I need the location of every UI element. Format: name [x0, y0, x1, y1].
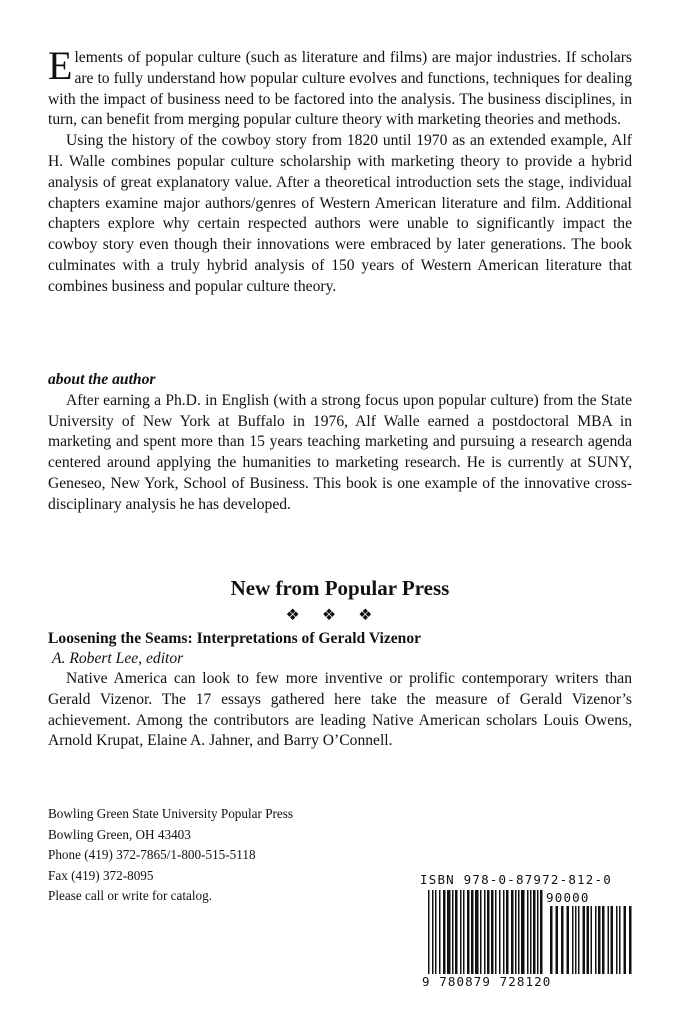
barcode-bar [611, 906, 614, 974]
barcode-bar [435, 890, 437, 974]
featured-book [48, 629, 632, 752]
barcode-bar [550, 906, 553, 974]
barcode-bar [495, 890, 497, 974]
barcode-bar [561, 906, 564, 974]
barcode-bar [515, 890, 517, 974]
barcode-bar [537, 890, 539, 974]
about-author-text: After earning a Ph.D. in English (with a strong focus upon popular culture) from the State University of New York at Buffalo in 1976, Alf Walle earned a postdoctoral MBA in marketing and spent more than 15 years teaching marketing and pursuing a research agenda centered around applying the humanities to marketing research. He is currently at SUNY, Geneseo, New York, School of Business. This book is one example of the innovative cross-disciplinary analysis he has developed. [48, 391, 632, 513]
featured-book-editor: A. Robert Lee, editor [52, 650, 184, 667]
barcode-bar [616, 906, 618, 974]
publisher-note: Please call or write for catalog. [48, 888, 213, 904]
about-author-heading: about the author [48, 371, 156, 388]
barcode-bar [629, 906, 632, 974]
barcode-bar [487, 890, 490, 974]
barcode-bar [521, 890, 525, 974]
barcode-bar [499, 890, 501, 974]
publisher-phone: Phone (419) 372-7865/1-800-515-5118 [48, 847, 256, 863]
description [48, 43, 632, 298]
isbn-label: ISBN 978-0-87972-812-0 [420, 872, 612, 887]
barcode-bar [595, 906, 597, 974]
barcode-bar [518, 890, 520, 974]
barcode-bar [578, 906, 580, 974]
about-author [48, 370, 632, 516]
description-paragraph-1 [48, 43, 632, 131]
barcode-bar [587, 906, 590, 974]
barcode-digits: 9 780879 728120 [422, 974, 552, 989]
barcode-bar [447, 890, 451, 974]
publisher-address: Bowling Green, OH 43403 [48, 826, 191, 842]
featured-book-title: Loosening the Seams: Interpretations of Gerald Vizenor [48, 630, 422, 647]
barcode-bar [428, 890, 430, 974]
isbn-barcode [420, 872, 634, 992]
barcode-bar [540, 890, 543, 974]
barcode-bar [591, 906, 593, 974]
barcode-bar [567, 906, 570, 974]
barcode-bar [624, 906, 627, 974]
description-paragraph-2: Using the history of the cowboy story from 1820 until 1970 as an extended example, Alf H. Walle combines popular culture scholarship with marketing theory to provide a hybrid analysis of great explanatory value. After a theoretical introduction sets the stage, individual chapters examine major authors/genres of Western American literature and film. Additional chapters explore why certain respected authors were unable to significantly impact the cowboy story even though their innovations were embraced by later generations. The book culminates with a truly hybrid analysis of 150 years of Western American literature that combines business and popular culture theory. [48, 132, 632, 295]
barcode-bar [480, 890, 482, 974]
barcode-bar [619, 906, 621, 974]
barcode-bar [503, 890, 505, 974]
barcode-bar [491, 890, 494, 974]
barcode-bar [511, 890, 514, 974]
barcode-bar [556, 906, 559, 974]
barcode-bar [506, 890, 509, 974]
barcode-bar [602, 906, 605, 974]
publisher-info [48, 804, 293, 907]
barcode-bar [463, 890, 465, 974]
barcode-bar [608, 906, 610, 974]
barcode-bar [527, 890, 529, 974]
ornament-divider: ❖❖❖ [285, 607, 395, 624]
publisher-fax: Fax (419) 372-8095 [48, 867, 154, 883]
new-from-heading: New from Popular Press [230, 576, 450, 600]
barcode-bar [598, 906, 601, 974]
drop-cap: E [48, 43, 73, 88]
featured-book-description: Native America can look to few more inventive or prolific contemporary writers than Gerald Vizenor. The 17 essays gathered here take the measure of Gerald Vizenor’s achievement. Among the contributors are leading Native American scholars Louis Owens, Arnold Krupat, Elaine A. Jahner, and Barry O’Connell. [48, 670, 632, 750]
barcode-bar [533, 890, 536, 974]
publisher-name: Bowling Green State University Popular Press [48, 806, 294, 821]
barcode-bar [432, 890, 434, 974]
barcode-bar [467, 890, 470, 974]
barcode-bar [443, 890, 446, 974]
barcode-bar [475, 890, 479, 974]
price-code: 90000 [546, 890, 590, 905]
barcode-bar [530, 890, 532, 974]
barcode-bar [484, 890, 486, 974]
barcode-bar [439, 890, 441, 974]
barcode-bar [572, 906, 574, 974]
description-paragraph-1-text: lements of popular culture (such as literature and films) are major industries. If scholars are to fully understand how popular culture evolves and functions, techniques for dealing with the impact of business need to be factored into the analysis. The business disciplines, in turn, can benefit from merging popular culture theory with marketing theories and methods. [48, 49, 632, 129]
barcode-bar [575, 906, 577, 974]
barcode-bar [460, 890, 462, 974]
barcode-bar [583, 906, 586, 974]
barcode-bar [455, 890, 458, 974]
barcode-bar [452, 890, 454, 974]
barcode-bar [471, 890, 474, 974]
